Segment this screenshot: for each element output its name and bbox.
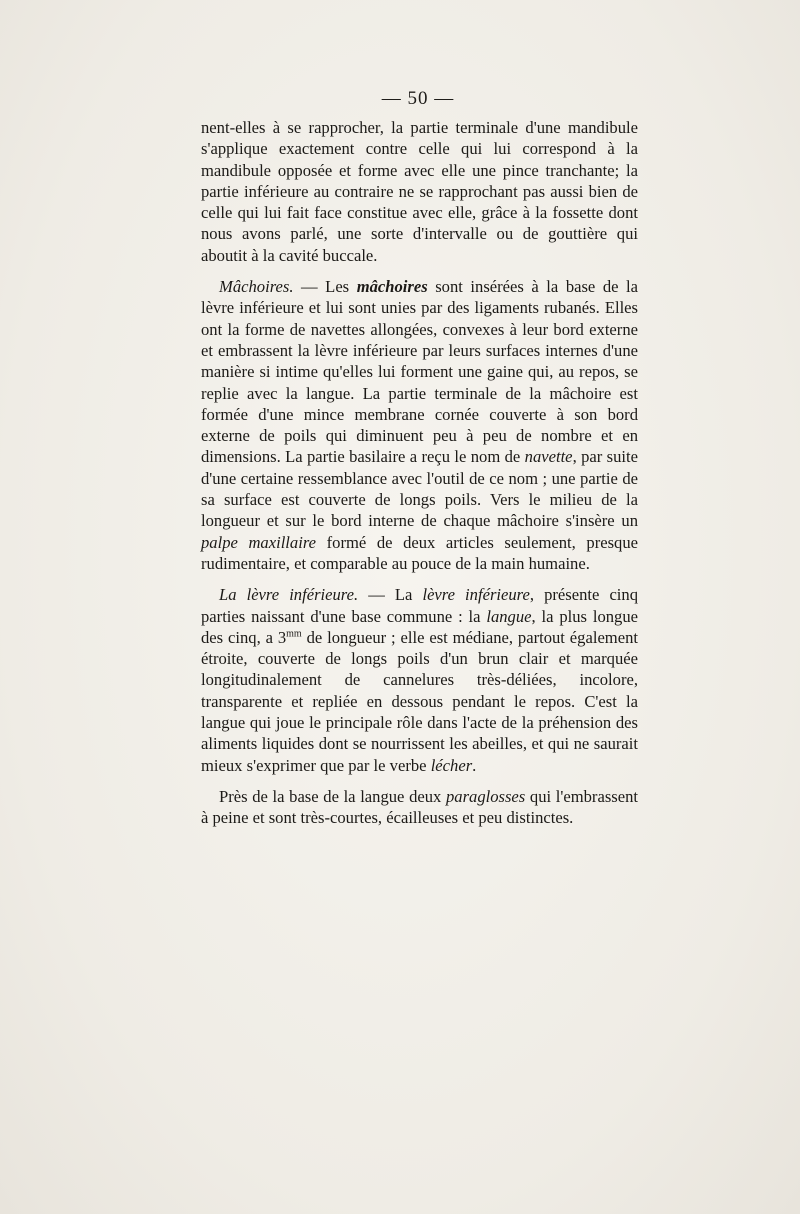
- term: paraglosses: [445, 786, 526, 806]
- paragraph-text: qui l'embrassent à peine et sont très-courtes, écailleuses et peu distinctes.: [201, 786, 639, 828]
- paragraph-text: nent-elles à se rapprocher, la partie terminale d'une mandibule s'applique exactement contre celle qui lui correspond à la mandibule opposée et forme avec elle une pince tranchante; la partie inférieure au contraire ne se rapprochant pas aussi bien de celle qui lui fait face constitue avec elle, grâce à la fossette dont nous avons parlé, une sorte d'intervalle ou de gouttière qui aboutit à la cavité buccale.: [201, 118, 638, 265]
- body-text: [201, 117, 638, 839]
- paragraph-text: — La: [358, 585, 423, 605]
- term: mâchoires: [356, 277, 428, 297]
- paragraph-text: , la plus longue des cinq, a 3: [201, 606, 638, 647]
- paragraph-text: , par suite d'une certaine ressemblance avec l'outil de ce nom ; une partie de sa surface est couverte de longs poils. Vers le milieu de la longueur et sur le bord interne de chaque mâchoire s'insère un: [201, 447, 638, 531]
- paragraph-levre-inferieure: [201, 584, 638, 776]
- term: navette: [524, 447, 573, 467]
- paragraph-paraglosses: [201, 786, 638, 829]
- paragraph-text: sont insérées à la base de la lèvre inférieure et lui sont unies par des ligaments rubanés. Elles ont la forme de navettes allongées, convexes à leur bord externe et embrassent la lèvre inférieure par leurs surfaces internes d'une manière si intime qu'elles lui forment une gaine qui, au repos, se replie avec la langue. La partie terminale de la mâchoire est formée d'une mince membrane cornée couverte à son bord externe de poils qui diminuent peu à peu de nombre et en dimensions. La partie basilaire a reçu le nom de: [201, 277, 639, 467]
- paragraph-text: , présente cinq parties naissant d'une base commune : la: [201, 585, 639, 626]
- paragraph-text: formé de deux articles seulement, presque rudimentaire, et comparable au pouce de la main humaine.: [201, 532, 638, 573]
- term: lèvre inférieure: [422, 585, 530, 605]
- section-heading: Mâchoires.: [219, 277, 294, 297]
- paragraph-text: de longueur ; elle est médiane, partout également étroite, couverte de longs poils d'un brun clair et marquée longitudinalement de cannelures très-déliées, incolore, transparente et repliée en dessous pendant le repos. C'est la langue qui joue le principale rôle dans l'acte de la préhension des aliments liquides dont se nourrissent les abeilles, et qui ne saurait mieux s'exprimer que par le verbe: [201, 627, 638, 775]
- term: palpe maxillaire: [201, 532, 317, 552]
- paragraph-text: Près de la base de la langue deux: [219, 786, 446, 806]
- page-number: — 50 —: [381, 88, 455, 109]
- paragraph-text: — Les: [293, 277, 357, 297]
- term: lécher: [430, 755, 473, 775]
- superscript: mm: [286, 628, 302, 640]
- paragraph-text: .: [472, 755, 477, 775]
- term: langue: [486, 606, 532, 626]
- section-heading: La lèvre inférieure.: [219, 585, 359, 605]
- paragraph-mandibules: [201, 117, 638, 266]
- paragraph-machoires: [201, 276, 638, 574]
